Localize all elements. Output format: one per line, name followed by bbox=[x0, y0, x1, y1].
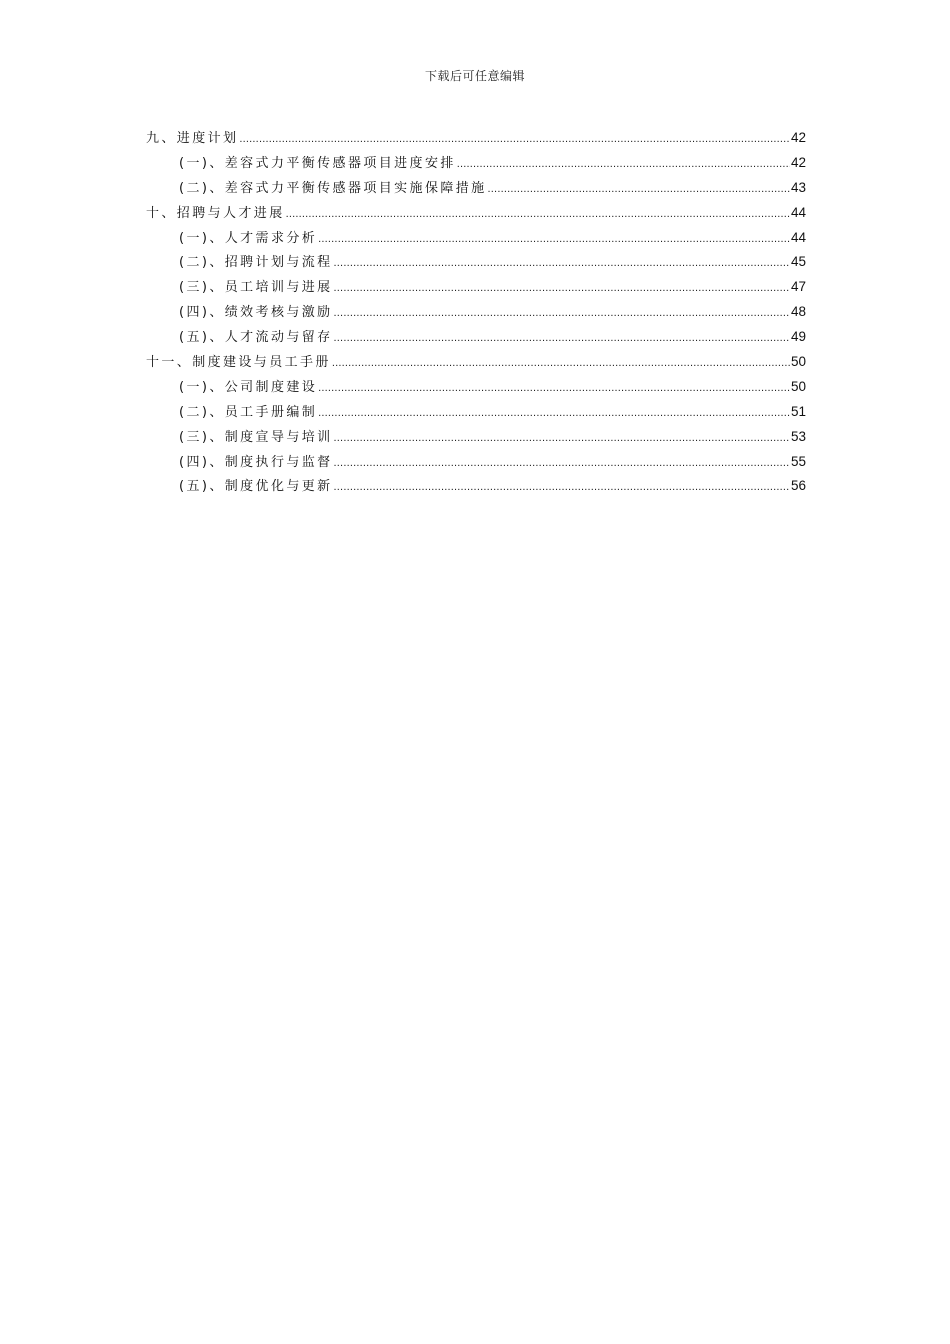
toc-leader-dots bbox=[334, 326, 790, 351]
toc-entry[interactable] bbox=[146, 300, 806, 325]
toc-entry[interactable] bbox=[146, 474, 806, 499]
toc-entry-title: (四)、绩效考核与激励 bbox=[179, 305, 333, 321]
toc-entry-page: 48 bbox=[790, 304, 806, 320]
toc-leader-dots bbox=[318, 376, 790, 401]
toc-entry-page: 51 bbox=[790, 403, 806, 419]
toc-entry[interactable] bbox=[146, 425, 806, 450]
toc-leader-dots bbox=[286, 202, 790, 227]
toc-entry[interactable] bbox=[146, 350, 806, 375]
table-of-contents bbox=[146, 126, 806, 499]
toc-entry-page: 50 bbox=[790, 378, 806, 394]
toc-entry[interactable] bbox=[146, 450, 806, 475]
toc-entry-title: 九、进度计划 bbox=[146, 131, 239, 146]
toc-leader-dots bbox=[318, 227, 790, 252]
toc-entry[interactable] bbox=[146, 325, 806, 350]
toc-entry-page: 43 bbox=[790, 179, 806, 195]
toc-entry[interactable] bbox=[146, 126, 806, 151]
toc-leader-dots bbox=[334, 251, 790, 276]
toc-leader-dots bbox=[334, 426, 790, 451]
toc-entry-page: 53 bbox=[790, 428, 806, 444]
toc-entry[interactable] bbox=[146, 275, 806, 300]
toc-leader-dots bbox=[334, 475, 790, 500]
toc-entry-page: 45 bbox=[790, 254, 806, 270]
toc-entry-page: 56 bbox=[790, 478, 806, 494]
toc-entry[interactable] bbox=[146, 201, 806, 226]
toc-leader-dots bbox=[334, 276, 790, 301]
toc-entry-page: 50 bbox=[790, 354, 806, 370]
toc-leader-dots bbox=[334, 451, 790, 476]
toc-entry-title: 十、招聘与人才进展 bbox=[146, 205, 285, 221]
toc-entry[interactable] bbox=[146, 250, 806, 275]
page-header: 下载后可任意编辑 bbox=[424, 69, 525, 83]
toc-entry[interactable] bbox=[146, 400, 806, 425]
toc-entry-title: (一)、人才需求分析 bbox=[179, 230, 318, 246]
toc-entry-title: 十一、制度建设与员工手册 bbox=[146, 355, 331, 371]
toc-entry-page: 49 bbox=[790, 329, 806, 345]
toc-entry-title: (三)、制度宣导与培训 bbox=[179, 429, 333, 445]
toc-entry[interactable] bbox=[146, 375, 806, 400]
toc-entry-title: (二)、员工手册编制 bbox=[179, 404, 318, 420]
toc-entry-page: 42 bbox=[790, 130, 806, 145]
toc-entry-page: 47 bbox=[790, 279, 806, 295]
toc-entry-title: (二)、差容式力平衡传感器项目实施保障措施 bbox=[179, 180, 487, 196]
toc-entry-page: 42 bbox=[790, 154, 806, 170]
toc-leader-dots bbox=[488, 177, 790, 202]
toc-leader-dots bbox=[332, 351, 790, 376]
toc-entry[interactable] bbox=[146, 226, 806, 251]
toc-entry-title: (一)、差容式力平衡传感器项目进度安排 bbox=[179, 155, 456, 171]
toc-entry[interactable] bbox=[146, 151, 806, 176]
toc-entry-page: 44 bbox=[790, 229, 806, 245]
toc-leader-dots bbox=[318, 401, 790, 426]
toc-entry-title: (四)、制度执行与监督 bbox=[179, 454, 333, 470]
toc-leader-dots bbox=[239, 127, 790, 152]
toc-entry-page: 55 bbox=[790, 453, 806, 469]
toc-leader-dots bbox=[334, 301, 790, 326]
toc-entry-page: 44 bbox=[790, 204, 806, 220]
toc-entry-title: (五)、人才流动与留存 bbox=[179, 330, 333, 346]
toc-entry-title: (一)、公司制度建设 bbox=[179, 379, 318, 395]
toc-entry-title: (二)、招聘计划与流程 bbox=[179, 255, 333, 271]
toc-entry-title: (五)、制度优化与更新 bbox=[179, 479, 333, 495]
toc-entry-title: (三)、员工培训与进展 bbox=[179, 280, 333, 296]
toc-leader-dots bbox=[457, 152, 790, 177]
toc-entry[interactable] bbox=[146, 176, 806, 201]
